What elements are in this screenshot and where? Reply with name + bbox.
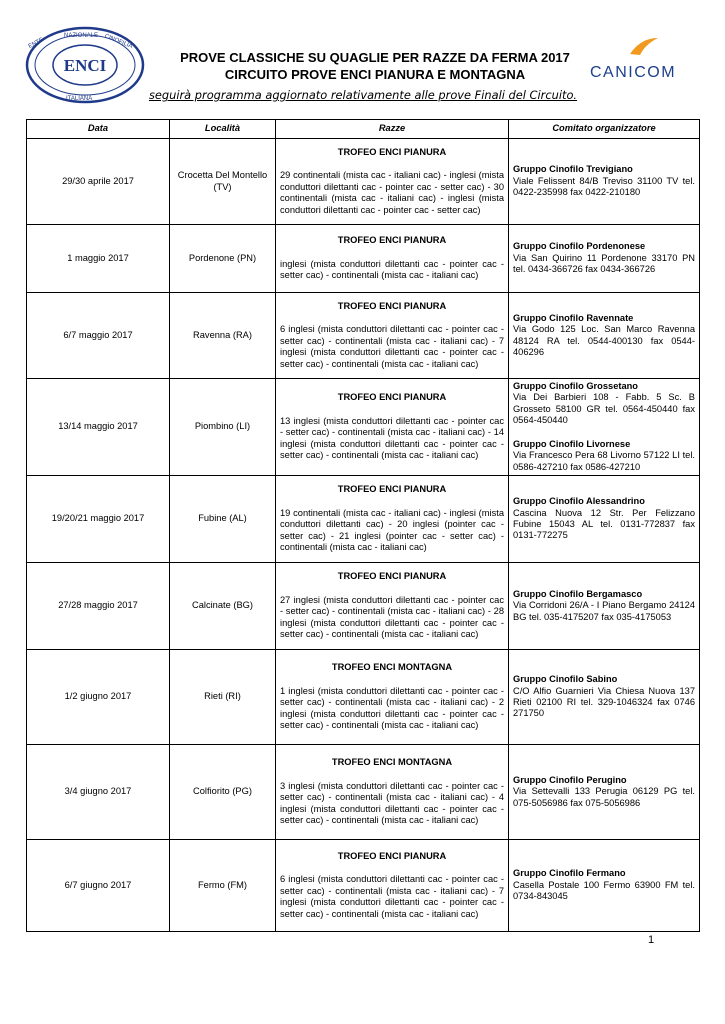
table-row	[27, 379, 700, 476]
trophy-title: TROFEO ENCI PIANURA	[337, 300, 447, 311]
breeds-text: 29 continentali (mista cac - italiani cac) - inglesi (mista conduttori dilettanti cac - pointer cac - setter cac) - 30 continentali (mista cac - italiani cac) - inglesi (mista conduttori dilettanti cac - pointer cac - setter cac)	[280, 170, 504, 215]
cell-date: 6/7 maggio 2017	[27, 293, 170, 379]
organizer-address: Via Settevalli 133 Perugia 06129 PG tel. 075-5056986 fax 075-5056986	[513, 786, 695, 808]
breeds-text: 1 inglesi (mista conduttori dilettanti cac - pointer cac - setter cac) - continentali (mista cac - italiani cac) - 2 inglesi (mista conduttori dilettanti cac - pointer cac - setter cac) - continentali (mista cac - italiani cac)	[280, 685, 504, 731]
organizer-name: Gruppo Cinofilo Alessandrino	[513, 496, 645, 507]
page-number: 1	[648, 934, 655, 946]
cell-organizer	[509, 225, 700, 293]
organizer-block	[513, 313, 695, 359]
table-row	[27, 225, 700, 293]
cell-location: Pordenone (PN)	[170, 225, 276, 293]
cell-date: 3/4 giugno 2017	[27, 745, 170, 840]
cell-breeds	[276, 293, 509, 379]
organizer-address: Via Godo 125 Loc. San Marco Ravenna 48124 RA tel. 0544-400130 fax 0544-406296	[513, 324, 695, 357]
organizer-address: Via Dei Barbieri 108 - Fabb. 5 Sc. B Grosseto 58100 GR tel. 0564-450440 fax 0564-450440	[513, 392, 695, 426]
cell-breeds	[276, 379, 509, 476]
organizer-address: Viale Felissent 84/B Treviso 31100 TV tel. 0422-235998 fax 0422-210180	[513, 175, 695, 198]
organizer-address: Via Corridoni 26/A - I Piano Bergamo 24124 BG tel. 035-4175207 fax 035-4175053	[513, 600, 695, 622]
trophy-title: TROFEO ENCI PIANURA	[337, 484, 447, 495]
document-title-line2: CIRCUITO PROVE ENCI PIANURA E MONTAGNA	[224, 67, 526, 82]
organizer-name: Gruppo Cinofilo Trevigiano	[513, 164, 633, 175]
cell-organizer	[509, 745, 700, 840]
organizer-name: Gruppo Cinofilo Pordenonese	[513, 241, 646, 252]
organizer-name: Gruppo Cinofilo Fermano	[513, 868, 626, 879]
canicom-logo	[586, 36, 696, 82]
breeds-text: 3 inglesi (mista conduttori dilettanti cac - pointer cac - setter cac) - continentali (mista cac - italiani cac) - 4 inglesi (mista conduttori dilettanti cac - pointer cac - setter cac) - continentali (mista cac - italiani cac)	[280, 780, 504, 826]
breeds-text: 6 inglesi (mista conduttori dilettanti cac - pointer cac - setter cac) - continentali (mista cac - italiani cac) - 7 inglesi (mista conduttori dilettanti cac - pointer cac - setter cac) - continentali (mista cac - italiani cac)	[280, 324, 504, 369]
enci-logo-word-italiana: ITALIANA	[66, 96, 93, 102]
cell-organizer	[509, 840, 700, 932]
organizer-name: Gruppo Cinofilo Ravennate	[513, 312, 634, 323]
cell-location: Colfiorito (PG)	[170, 745, 276, 840]
breeds-text: 13 inglesi (mista conduttori dilettanti cac - pointer cac - setter cac) - continentali (mista cac - italiani cac) - 14 inglesi (mista conduttori dilettanti cac - pointer cac - setter cac) - continentali (mista cac - italiani cac)	[280, 415, 504, 461]
organizer-address: Via San Quirino 11 Pordenone 33170 PN tel. 0434-366726 fax 0434-366726	[513, 252, 695, 275]
table-row	[27, 476, 700, 563]
table-row	[27, 139, 700, 225]
cell-location: Rieti (RI)	[170, 650, 276, 745]
trophy-title: TROFEO ENCI PIANURA	[337, 392, 447, 403]
canicom-logo-swoosh	[630, 38, 658, 55]
breeds-text: 6 inglesi (mista conduttori dilettanti cac - pointer cac - setter cac) - continentali (mista cac - italiani cac) - 7 inglesi (mista conduttori dilettanti cac - pointer cac - setter cac) - continentali (mista cac - italiani cac)	[280, 874, 504, 919]
organizer-name: Gruppo Cinofilo Grossetano	[513, 381, 638, 392]
table-row	[27, 650, 700, 745]
header-organizer: Comitato organizzatore	[509, 120, 700, 139]
trophy-title: TROFEO ENCI PIANURA	[337, 146, 447, 157]
table-header-row	[27, 120, 700, 139]
cell-breeds	[276, 563, 509, 650]
cell-location: Ravenna (RA)	[170, 293, 276, 379]
organizer-block	[513, 164, 695, 198]
document-title-line1: PROVE CLASSICHE SU QUAGLIE PER RAZZE DA FERMA 2017	[180, 50, 570, 65]
organizer-block	[513, 589, 695, 623]
enci-logo-word-nazionale: NAZIONALE	[64, 33, 99, 39]
cell-date: 1/2 giugno 2017	[27, 650, 170, 745]
cell-date: 6/7 giugno 2017	[27, 840, 170, 932]
organizer-address: Casella Postale 100 Fermo 63900 FM tel. 0734-843045	[513, 879, 695, 902]
breeds-text: 19 continentali (mista cac - italiani cac) - inglesi (mista conduttori dilettanti cac) - 20 inglesi (pointer cac - setter cac) - 21 inglesi (pointer cac - setter cac) - continentali (mista cac - italiani cac)	[280, 507, 504, 553]
header-date: Data	[27, 120, 170, 139]
cell-organizer	[509, 476, 700, 563]
cell-location: Calcinate (BG)	[170, 563, 276, 650]
cell-organizer	[509, 650, 700, 745]
organizer-block	[513, 241, 695, 275]
organizer-name: Gruppo Cinofilo Perugino	[513, 774, 627, 785]
cell-breeds	[276, 139, 509, 225]
enci-logo-word-cinofilia: CINOFILIA	[103, 33, 134, 50]
cell-organizer	[509, 563, 700, 650]
table-row	[27, 563, 700, 650]
breeds-text: 27 inglesi (mista conduttori dilettanti cac - pointer cac - setter cac) - continentali (mista cac - italiani cac) - 28 inglesi (mista conduttori dilettanti cac - pointer cac - setter cac) - continentali (mista cac - italiani cac)	[280, 594, 504, 640]
cell-breeds	[276, 650, 509, 745]
cell-organizer	[509, 139, 700, 225]
trophy-title: TROFEO ENCI PIANURA	[337, 235, 447, 246]
organizer-name: Gruppo Cinofilo Bergamasco	[513, 588, 643, 599]
cell-location: Crocetta Del Montello (TV)	[170, 139, 276, 225]
cell-date: 27/28 maggio 2017	[27, 563, 170, 650]
cell-breeds	[276, 745, 509, 840]
cell-location: Piombino (LI)	[170, 379, 276, 476]
cell-breeds	[276, 476, 509, 563]
enci-logo-word-ente: ENTE	[27, 37, 45, 50]
trophy-title: TROFEO ENCI MONTAGNA	[331, 757, 453, 768]
trophy-title: TROFEO ENCI MONTAGNA	[331, 662, 453, 673]
cell-organizer	[509, 379, 700, 476]
cell-location: Fubine (AL)	[170, 476, 276, 563]
document-subtitle: seguirà programma aggiornato relativamente alle prove Finali del Circuito.	[148, 88, 578, 102]
organizer-block	[513, 496, 695, 542]
organizer-block	[513, 439, 695, 473]
events-table	[26, 119, 700, 932]
enci-logo-wordmark: ENCI	[63, 56, 107, 75]
header-breeds: Razze	[276, 120, 509, 139]
organizer-name: Gruppo Cinofilo Sabino	[513, 674, 618, 685]
organizer-name: Gruppo Cinofilo Livornese	[513, 438, 631, 449]
cell-date: 29/30 aprile 2017	[27, 139, 170, 225]
header-location: Località	[170, 120, 276, 139]
cell-date: 1 maggio 2017	[27, 225, 170, 293]
table-row	[27, 840, 700, 932]
organizer-block	[513, 381, 695, 427]
canicom-logo-wordmark: CANICOM	[590, 64, 677, 81]
trophy-title: TROFEO ENCI PIANURA	[337, 571, 447, 582]
cell-organizer	[509, 293, 700, 379]
organizer-address: Cascina Nuova 12 Str. Per Felizzano Fubine 15043 AL tel. 0131-772837 fax 0131-772275	[513, 507, 695, 541]
organizer-address: C/O Alfio Guarnieri Via Chiesa Nuova 137 Rieti 02100 RI tel. 329-1046324 fax 0746 271750	[513, 685, 695, 719]
breeds-text: inglesi (mista conduttori dilettanti cac - pointer cac - setter cac) - continentali (mista cac - italiani cac)	[280, 258, 504, 281]
table-row	[27, 293, 700, 379]
organizer-address: Via Francesco Pera 68 Livorno 57122 LI tel. 0586-427210 fax 0586-427210	[513, 450, 695, 472]
cell-breeds	[276, 840, 509, 932]
table-row	[27, 745, 700, 840]
cell-location: Fermo (FM)	[170, 840, 276, 932]
cell-date: 19/20/21 maggio 2017	[27, 476, 170, 563]
organizer-block	[513, 775, 695, 809]
cell-breeds	[276, 225, 509, 293]
trophy-title: TROFEO ENCI PIANURA	[337, 850, 447, 861]
cell-date: 13/14 maggio 2017	[27, 379, 170, 476]
organizer-block	[513, 868, 695, 902]
organizer-block	[513, 674, 695, 720]
